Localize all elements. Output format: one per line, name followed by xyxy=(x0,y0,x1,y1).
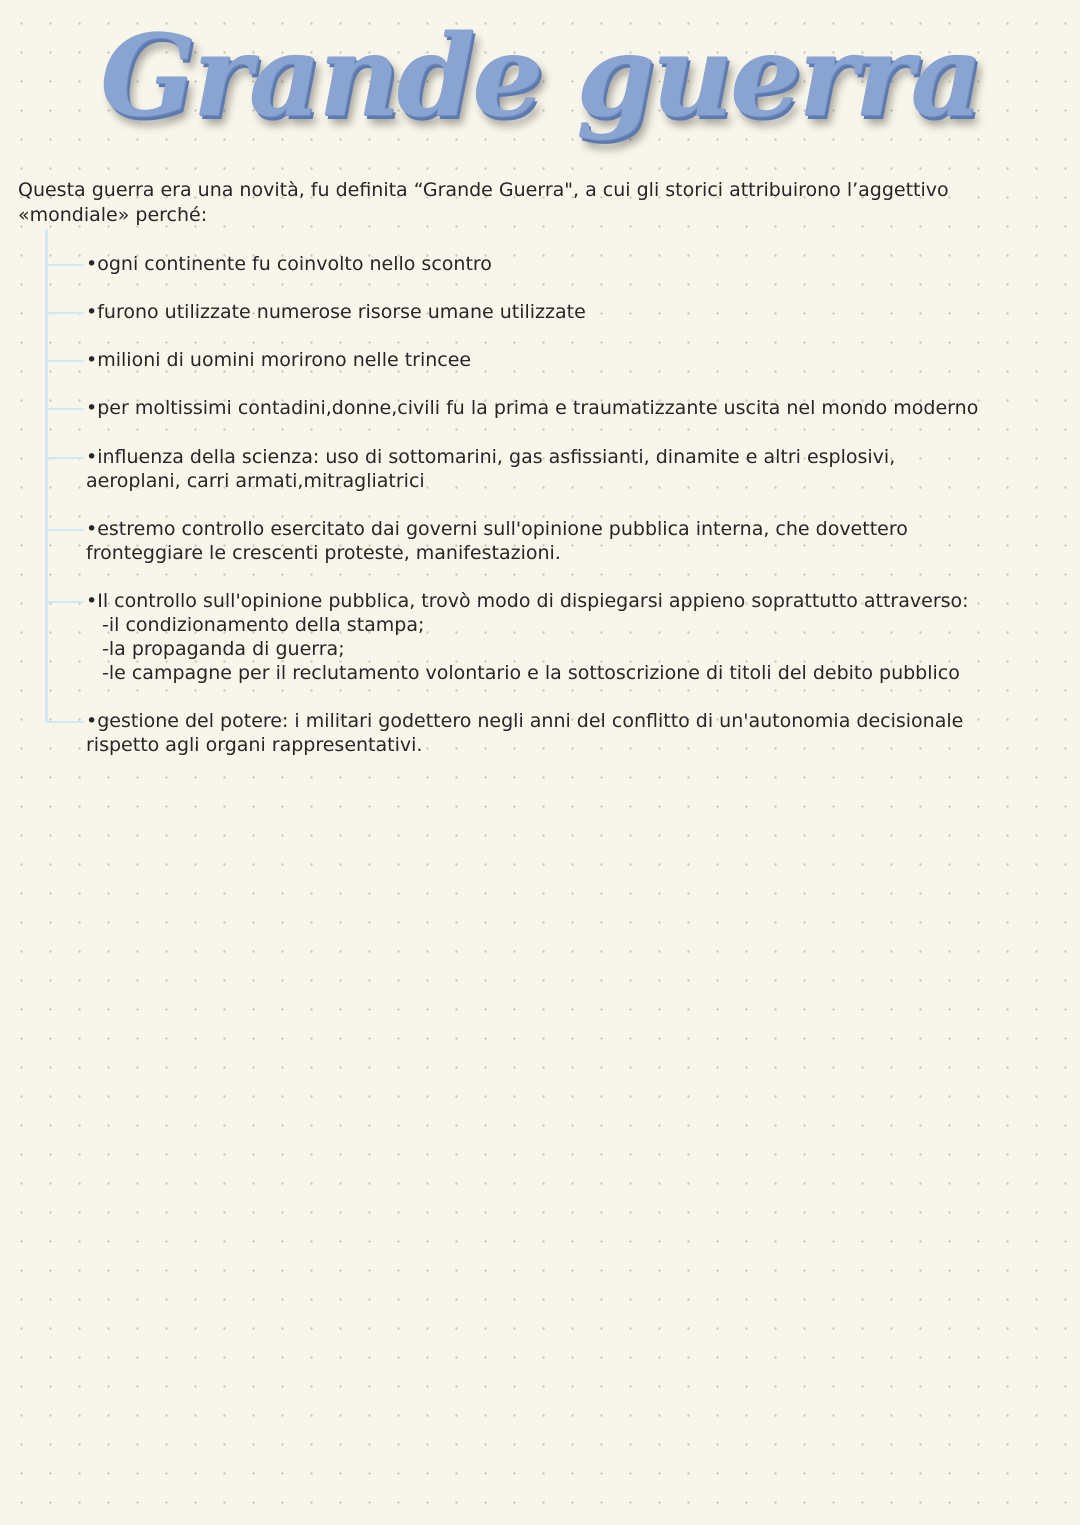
list-item xyxy=(86,709,986,757)
list-item xyxy=(86,348,986,372)
list-item xyxy=(86,300,986,324)
list-item-text: milioni di uomini morirono nelle trincee xyxy=(97,349,472,371)
list-item xyxy=(86,396,986,420)
list-item xyxy=(86,252,986,276)
bullet: • xyxy=(86,253,98,275)
list-item-text: estremo controllo esercitato dai governi sull'opinione pubblica interna, che dovettero fronteggiare le crescenti proteste, manifestazioni. xyxy=(86,518,908,564)
list-item-text: Il controllo sull'opinione pubblica, trovò modo di dispiegarsi appieno soprattutto attraverso: xyxy=(97,590,969,612)
tree-branch xyxy=(46,457,84,459)
bullet: • xyxy=(86,301,98,323)
list-item xyxy=(86,445,986,493)
list-item-text: per moltissimi contadini,donne,civili fu la prima e traumatizzante uscita nel mondo moderno xyxy=(97,397,979,419)
tree-branch xyxy=(46,312,84,314)
bullet: • xyxy=(86,518,98,540)
list-item-text: ogni continente fu coinvolto nello scontro xyxy=(97,253,492,275)
list-item xyxy=(86,517,986,565)
tree-branch xyxy=(46,408,84,410)
tree-branch xyxy=(46,601,84,603)
list-item-text: furono utilizzate numerose risorse umane utilizzate xyxy=(97,301,586,323)
bullet: • xyxy=(86,349,98,371)
page-title: Grande guerra xyxy=(100,11,980,142)
bullet: • xyxy=(86,710,98,732)
sub-list-item: -la propaganda di guerra; xyxy=(102,638,345,660)
bullet: • xyxy=(86,397,98,419)
bullet: • xyxy=(86,446,98,468)
tree-branch xyxy=(46,264,84,266)
sub-list-item: -le campagne per il reclutamento volontario e la sottoscrizione di titoli del debito pubblico xyxy=(102,662,960,684)
tree-branch xyxy=(46,360,84,362)
list-item xyxy=(86,589,986,685)
intro-paragraph: Questa guerra era una novità, fu definita “Grande Guerra", a cui gli storici attribuirono l’aggettivo «mondiale» perché: xyxy=(18,179,949,226)
tree-branch xyxy=(46,721,84,723)
tree-connector-line xyxy=(45,230,48,722)
tree-branch xyxy=(46,529,84,531)
sub-list-item: -il condizionamento della stampa; xyxy=(102,614,425,636)
list-item-text: gestione del potere: i militari godettero negli anni del conflitto di un'autonomia decisionale rispetto agli organi rappresentativi. xyxy=(86,710,964,756)
bullet: • xyxy=(86,590,98,612)
list-item-text: influenza della scienza: uso di sottomarini, gas asfissianti, dinamite e altri esplosivi, aeroplani, carri armati,mitragliatrici xyxy=(86,446,896,492)
